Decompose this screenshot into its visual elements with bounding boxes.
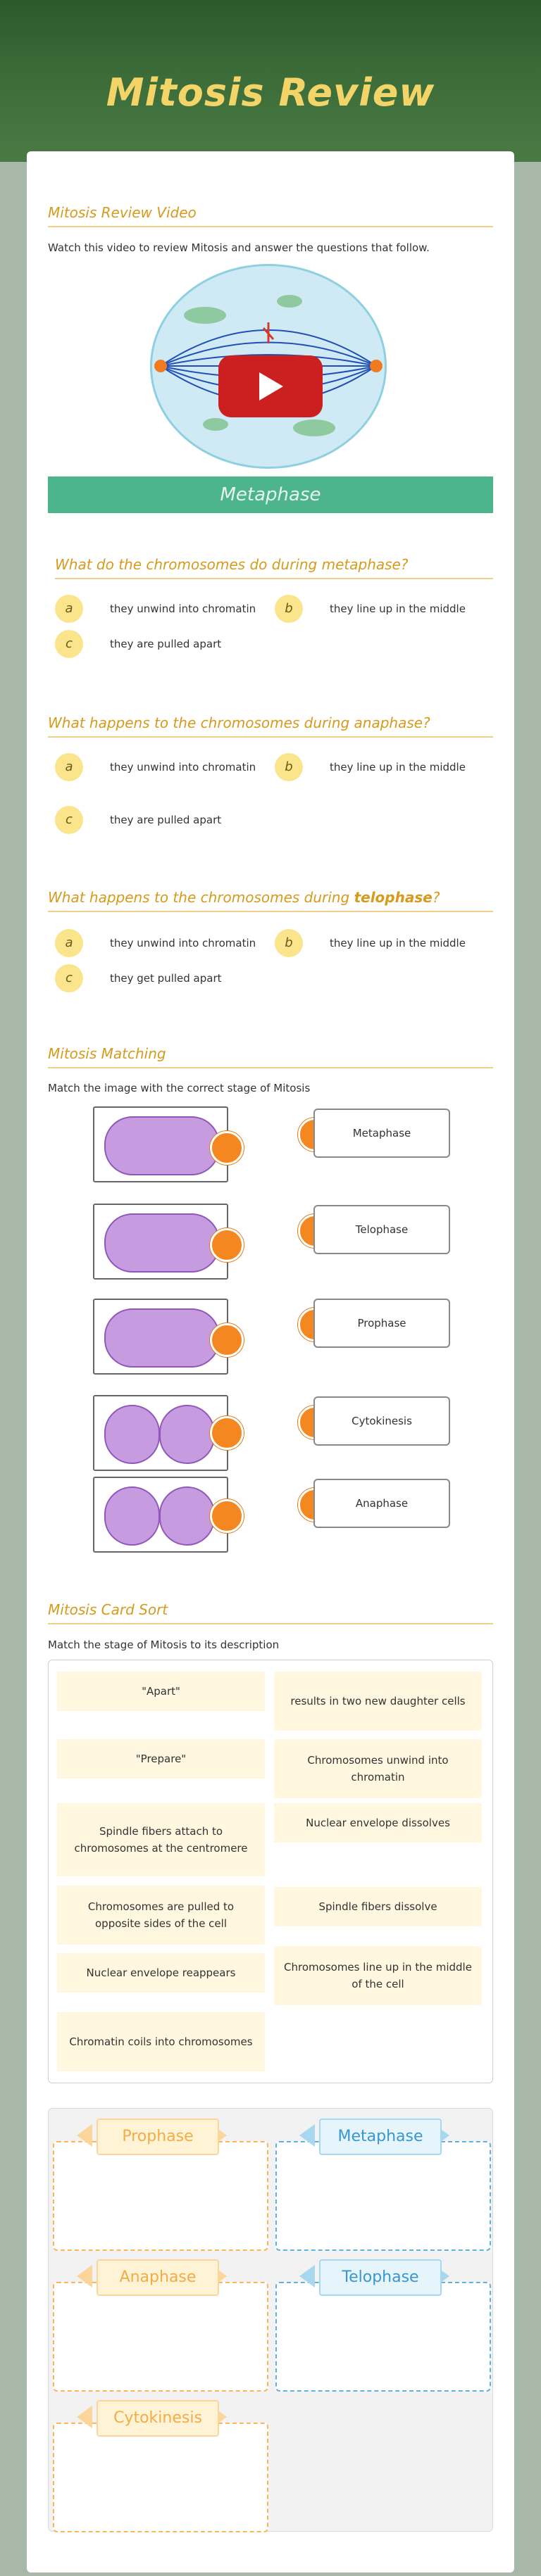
match-image-3[interactable] <box>93 1299 228 1375</box>
bucket-metaphase[interactable] <box>275 2141 491 2251</box>
option-letter-badge: c <box>55 806 83 834</box>
option-text: they unwind into chromatin <box>110 937 256 949</box>
option-text: they line up in the middle <box>330 937 466 949</box>
bucket-label-prophase: Prophase <box>97 2119 219 2155</box>
option-text: they are pulled apart <box>110 814 222 826</box>
bucket-label-metaphase: Metaphase <box>319 2119 442 2155</box>
question-2-option-c[interactable] <box>55 806 221 834</box>
sort-card[interactable]: Nuclear envelope reappears <box>57 1953 265 1993</box>
option-text: they unwind into chromatin <box>110 602 256 615</box>
question-1-title: What do the chromosomes do during metaphase? <box>55 556 493 579</box>
ribbon-tail <box>77 2265 92 2287</box>
bucket-anaphase[interactable] <box>53 2282 268 2392</box>
cell-illustration <box>104 1116 220 1175</box>
question-3-option-a[interactable] <box>55 929 256 957</box>
option-letter-badge: b <box>275 595 303 623</box>
card-sort-buckets <box>48 2108 493 2532</box>
match-image-2-connector[interactable] <box>210 1228 244 1262</box>
question-3-title-part2: ? <box>432 889 440 906</box>
card-sort-heading: Mitosis Card Sort <box>48 1601 493 1624</box>
page-title: Mitosis Review <box>106 70 435 115</box>
video-caption-bar: Metaphase <box>48 476 493 513</box>
option-text: they are pulled apart <box>110 638 222 650</box>
bucket-label-cytokinesis: Cytokinesis <box>97 2400 219 2437</box>
matching-heading: Mitosis Matching <box>48 1045 493 1068</box>
daughter-cell-right <box>159 1486 215 1546</box>
sort-card[interactable]: Chromosomes are pulled to opposite sides of the cell <box>57 1886 265 1945</box>
bucket-telophase[interactable] <box>275 2282 491 2392</box>
sort-card[interactable]: Spindle fibers attach to chromosomes at the centromere <box>57 1803 265 1876</box>
match-image-1-connector[interactable] <box>210 1131 244 1165</box>
option-text: they line up in the middle <box>330 602 466 615</box>
sort-card[interactable]: Spindle fibers dissolve <box>274 1887 482 1926</box>
matching-description: Match the image with the correct stage of Mitosis <box>48 1082 311 1094</box>
question-3-option-b[interactable] <box>275 929 466 957</box>
match-image-2[interactable] <box>93 1204 228 1280</box>
match-target-anaphase[interactable]: Anaphase <box>313 1479 450 1528</box>
match-target-cytokinesis[interactable]: Cytokinesis <box>313 1396 450 1446</box>
question-3-title-bold: telophase <box>354 889 433 906</box>
match-image-1[interactable] <box>93 1106 228 1182</box>
question-2-title: What happens to the chromosomes during anaphase? <box>48 714 493 738</box>
cell-illustration <box>104 1308 220 1368</box>
daughter-cell-left <box>104 1486 160 1546</box>
question-1-option-a[interactable] <box>55 595 256 623</box>
option-text: they unwind into chromatin <box>110 761 256 774</box>
match-target-telophase[interactable]: Telophase <box>313 1205 450 1254</box>
option-text: they get pulled apart <box>110 972 222 985</box>
daughter-cell-right <box>159 1405 215 1464</box>
ribbon-tail <box>77 2124 92 2147</box>
question-3-option-c[interactable] <box>55 964 222 992</box>
match-image-5[interactable] <box>93 1477 228 1553</box>
card-sort-description: Match the stage of Mitosis to its description <box>48 1639 280 1651</box>
play-icon <box>259 372 283 400</box>
sort-card[interactable]: results in two new daughter cells <box>274 1672 482 1731</box>
video-description: Watch this video to review Mitosis and answer the questions that follow. <box>48 241 430 254</box>
match-image-4[interactable] <box>93 1395 228 1471</box>
sort-card[interactable]: Nuclear envelope dissolves <box>274 1803 482 1843</box>
option-text: they line up in the middle <box>330 761 466 774</box>
match-image-5-connector[interactable] <box>210 1499 244 1533</box>
cell-illustration <box>104 1213 220 1273</box>
sort-card[interactable]: Chromosomes unwind into chromatin <box>274 1739 482 1798</box>
option-letter-badge: c <box>55 964 83 992</box>
match-image-3-connector[interactable] <box>210 1323 244 1357</box>
sort-card[interactable]: Chromosomes line up in the middle of the cell <box>274 1946 482 2005</box>
option-letter-badge: a <box>55 753 83 781</box>
bucket-prophase[interactable] <box>53 2141 268 2251</box>
question-1-option-b[interactable] <box>275 595 466 623</box>
option-letter-badge: b <box>275 753 303 781</box>
option-letter-badge: c <box>55 630 83 658</box>
question-2-option-b[interactable] <box>275 753 466 781</box>
play-button[interactable] <box>218 355 323 417</box>
video-player[interactable] <box>48 260 493 514</box>
sort-card[interactable]: "Prepare" <box>57 1739 265 1779</box>
option-letter-badge: a <box>55 595 83 623</box>
match-target-prophase[interactable]: Prophase <box>313 1299 450 1348</box>
bucket-label-telophase: Telophase <box>319 2259 442 2296</box>
question-3-title-part1: What happens to the chromosomes during <box>48 889 354 906</box>
ribbon-tail <box>299 2124 315 2147</box>
option-letter-badge: a <box>55 929 83 957</box>
card-sort-pool <box>48 1660 493 2083</box>
video-section-heading: Mitosis Review Video <box>48 204 493 227</box>
question-1-option-c[interactable] <box>55 630 221 658</box>
question-2-option-a[interactable] <box>55 753 256 781</box>
bucket-cytokinesis[interactable] <box>53 2423 268 2532</box>
match-target-metaphase[interactable]: Metaphase <box>313 1109 450 1158</box>
option-letter-badge: b <box>275 929 303 957</box>
bucket-label-anaphase: Anaphase <box>97 2259 219 2296</box>
ribbon-tail <box>299 2265 315 2287</box>
match-image-4-connector[interactable] <box>210 1416 244 1450</box>
daughter-cell-left <box>104 1405 160 1464</box>
question-3-title <box>48 889 493 912</box>
sort-card[interactable]: Chromatin coils into chromosomes <box>57 2012 265 2071</box>
ribbon-tail <box>77 2406 92 2428</box>
sort-card[interactable]: "Apart" <box>57 1672 265 1711</box>
